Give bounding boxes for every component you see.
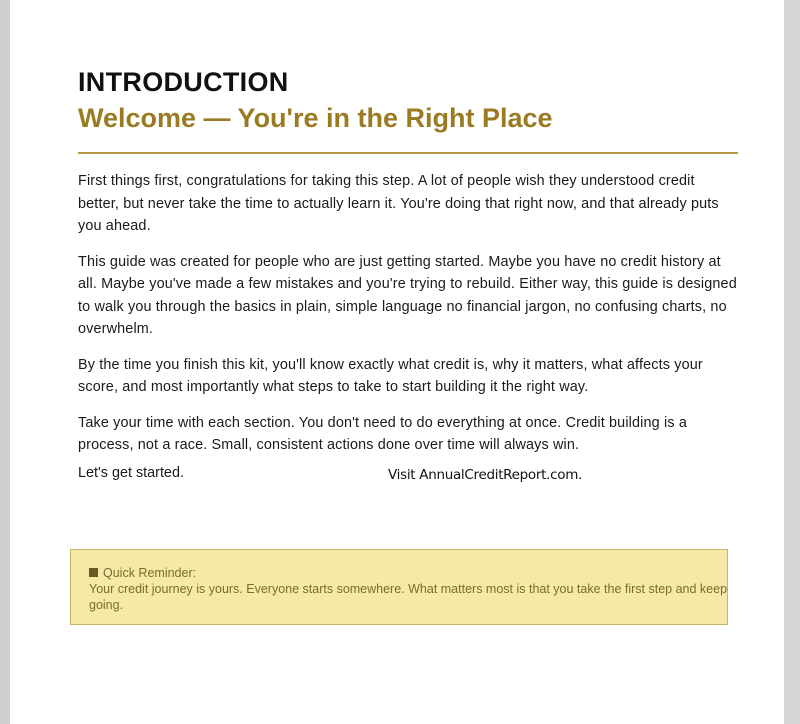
paragraph-guide-purpose: This guide was created for people who are just getting started. Maybe you have no credit history at all. Maybe you've made a few mistakes and you're trying to rebuild. Either way, this guide is designed to walk you through the basics in plain, simple language no financial jargon, no confusing charts, no overwhelm. xyxy=(78,253,737,337)
page-edge-right xyxy=(784,0,800,724)
reminder-title: Quick Reminder: xyxy=(103,565,197,580)
page-content xyxy=(78,66,738,489)
page-title: Welcome — You're in the Right Place xyxy=(78,103,553,133)
paragraph-congratulations: First things first, congratulations for taking this step. A lot of people wish they understood credit better, but never take the time to actually learn it. You're doing that right now, and that already puts you ahead. xyxy=(78,173,719,234)
title-divider xyxy=(78,152,738,154)
visit-note: Visit AnnualCreditReport.com. xyxy=(388,466,583,483)
square-bullet-icon xyxy=(89,568,98,577)
paragraph-take-your-time: Take your time with each section. You don't need to do everything at once. Credit building is a process, not a race. Small, consistent actions done over time will always win. xyxy=(78,414,687,453)
closing-text: Let's get started. xyxy=(78,464,184,481)
closing-row xyxy=(78,465,738,489)
page-edge-left xyxy=(0,0,10,724)
reminder-title-row xyxy=(89,565,727,580)
reminder-text: Your credit journey is yours. Everyone starts somewhere. What matters most is that you take the first step and keep going. xyxy=(89,582,728,612)
section-kicker: INTRODUCTION xyxy=(78,67,289,97)
quick-reminder-box xyxy=(70,549,728,625)
paragraph-what-you-learn: By the time you finish this kit, you'll know exactly what credit is, why it matters, what affects your score, and most importantly what steps to take to start building it the right way. xyxy=(78,356,703,395)
